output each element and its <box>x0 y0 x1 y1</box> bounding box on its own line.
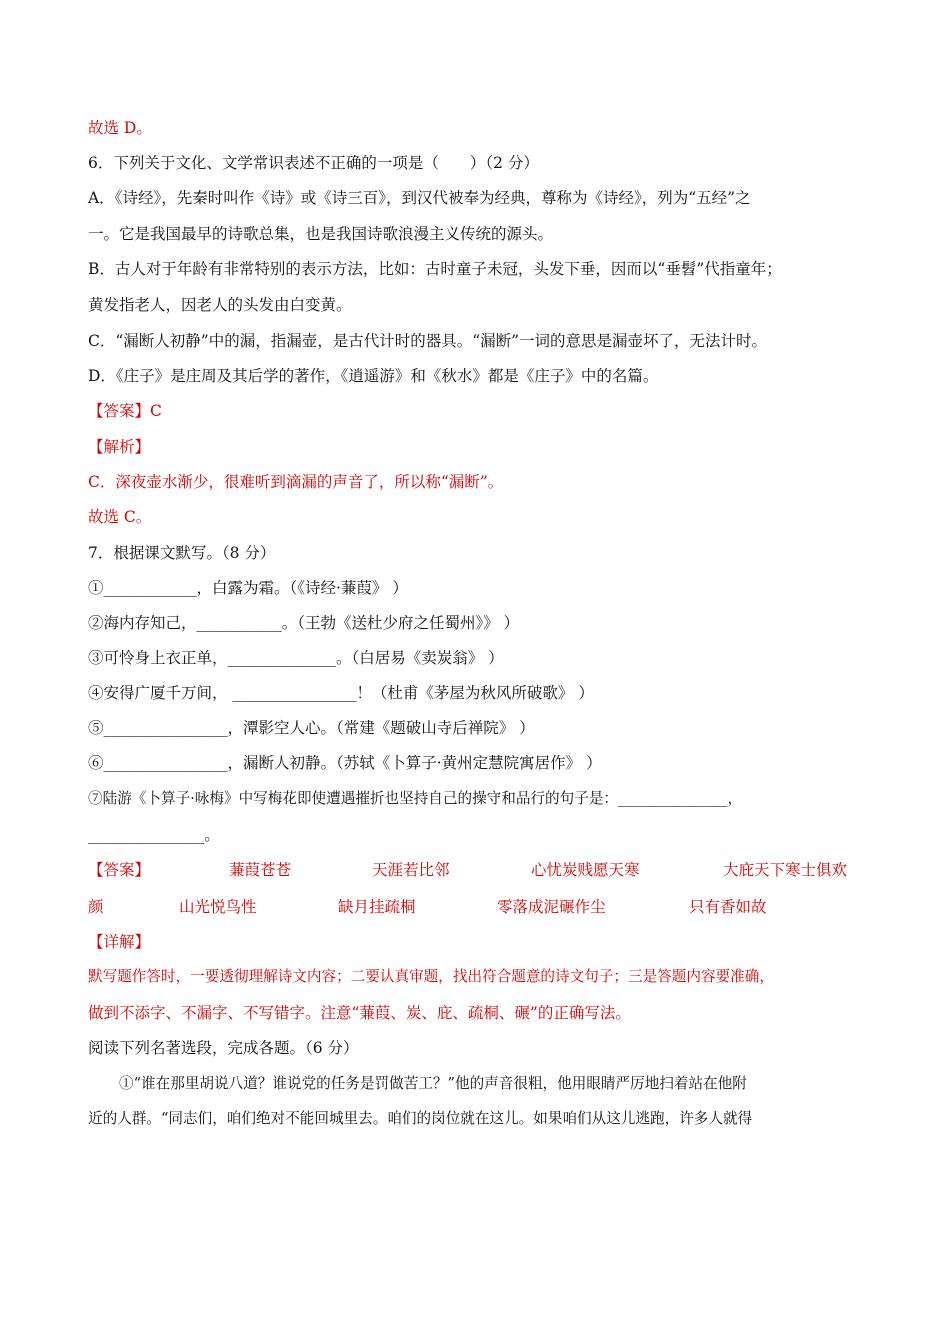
q7-detail-line1: 默写题作答时，一要透彻理解诗文内容；二要认真审题，找出符合题意的诗文句子；三是答题内容要准确， <box>88 968 774 985</box>
q7-item: ⑥________________，漏断人初静。（苏轼《卜算子·黄州定慧院寓居作》 ） <box>88 754 602 772</box>
q6-answer: 【答案】C <box>88 402 162 420</box>
q6-option-d: D．《庄子》是庄周及其后学的著作，《逍遥游》和《秋水》都是《庄子》中的名篇。 <box>88 367 659 385</box>
reading-intro: 阅读下列名著选段，完成各题。（6 分） <box>88 1039 359 1057</box>
q7-answer: 颜 <box>88 898 104 916</box>
q6-option-c: C．“漏断人初静”中的漏，指漏壶，是古代计时的器具。“漏断”一词的意思是漏壶坏了，无法计时。 <box>88 332 768 350</box>
prev-conclusion: 故选 D。 <box>88 119 152 137</box>
q7-answer: 零落成泥碾作尘 <box>497 898 606 916</box>
q6-option-b-line1: B．古人对于年龄有非常特别的表示方法，比如：古时童子未冠，头发下垂，因而以“垂髫”代指童年； <box>88 260 782 278</box>
reading-paragraph-line2: 近的人群。“同志们，咱们绝对不能回城里去。咱们的岗位就在这儿。如果咱们从这儿逃跑，许多人就得 <box>88 1110 753 1127</box>
q7-item: ④安得广厦千万间， ________________！（杜甫《茅屋为秋风所破歌》 ） <box>88 684 594 702</box>
q6-option-b-line2: 黄发指老人，因老人的头发由白变黄。 <box>88 296 352 314</box>
q7-detail-line2: 做到不添字、不漏字、不写错字。注意“蒹葭、炭、庇、疏桐、碾”的正确写法。 <box>88 1004 631 1022</box>
q6-analysis: C．深夜壶水渐少，很难听到滴漏的声音了，所以称“漏断”。 <box>88 473 504 491</box>
q7-item: ⑤________________，潭影空人心。（常建《题破山寺后禅院》 ） <box>88 719 535 737</box>
q7-answer: 只有香如故 <box>689 898 767 916</box>
q6-stem: 6．下列关于文化、文学常识表述不正确的一项是（ ）（2 分） <box>88 154 539 172</box>
q6-analysis-label: 【解析】 <box>88 438 151 456</box>
q7-detail-label: 【详解】 <box>88 933 151 951</box>
q7-answer-label: 【答案】 <box>88 861 151 879</box>
q7-item: ①____________，白露为霜。（《诗经·蒹葭》 ） <box>88 579 408 597</box>
q7-answer: 缺月挂疏桐 <box>338 898 416 916</box>
q7-stem: 7．根据课文默写。（8 分） <box>88 544 276 562</box>
reading-paragraph-line1: ①“谁在那里胡说八道？谁说党的任务是罚做苦工？”他的声音很粗，他用眼睛严厉地扫着站在他附 <box>119 1075 747 1092</box>
q7-answer: 心忧炭贱愿天寒 <box>531 861 640 879</box>
q7-answer: 蒹葭苍苍 <box>229 861 292 879</box>
q6-option-a-line2: 一。它是我国最早的诗歌总集，也是我国诗歌浪漫主义传统的源头。 <box>88 225 554 243</box>
q7-answer: 天涯若比邻 <box>372 861 450 879</box>
q6-conclusion: 故选 C。 <box>88 508 152 526</box>
q7-item: ⑦陆游《卜算子·咏梅》中写梅花即使遭遇摧折也坚持自己的操守和品行的句子是：_______________， <box>88 790 743 807</box>
q7-answer: 山光悦鸟性 <box>179 898 257 916</box>
q7-item: ②海内存知己，___________。（王勃《送杜少府之任蜀州》》 ） <box>88 614 520 632</box>
q6-option-a-line1: A．《诗经》，先秦时叫作《诗》或《诗三百》，到汉代被奉为经典，尊称为《诗经》，列为“五经”之 <box>88 189 751 207</box>
q7-answer: 大庇天下寒士俱欢 <box>723 861 848 879</box>
q7-item: ③可怜身上衣正单，______________。（白居易《卖炭翁》 ） <box>88 649 504 667</box>
q7-item: _______________。 <box>88 826 220 844</box>
